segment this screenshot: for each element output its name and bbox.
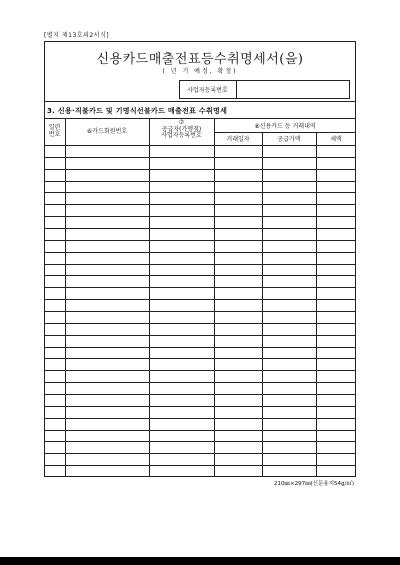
- column-header-tax: 세액: [330, 136, 342, 143]
- table-row-line: [44, 264, 356, 265]
- table-row-line: [44, 465, 356, 466]
- column-line-2: [149, 119, 150, 477]
- table-row-line: [44, 335, 356, 336]
- column-header-card-number: ⑥카드회원번호: [86, 128, 128, 135]
- bottom-edge: [0, 557, 400, 565]
- table-row-line: [44, 240, 356, 241]
- section-divider: [44, 118, 356, 119]
- table-row-line: [44, 347, 356, 348]
- table-row-line: [44, 181, 356, 182]
- header-divider: [44, 101, 356, 102]
- column-header-amount: 공급가액: [277, 136, 301, 143]
- form-number: [별지 제13호의2서식]: [44, 32, 110, 39]
- table-row-line: [44, 157, 356, 158]
- column-line-1: [65, 119, 66, 477]
- table-row-line: [44, 287, 356, 288]
- table-row-line: [44, 204, 356, 205]
- table-row-line: [44, 323, 356, 324]
- table-row-line: [44, 406, 356, 407]
- column-header-serial: 일련 번호: [48, 124, 61, 138]
- table-header-bottom: [44, 145, 356, 146]
- table-row-line: [44, 228, 356, 229]
- paper-size-footer: 210㎜×297㎜(신문용지54g/㎡): [274, 481, 354, 487]
- table-row-line: [44, 441, 356, 442]
- form-title: 신용카드매출전표등수취명세서(을): [96, 52, 304, 67]
- form-subtitle: ( 년 기 예정, 확정): [162, 68, 238, 75]
- column-header-date: 거래일자: [226, 136, 250, 143]
- table-row-line: [44, 169, 356, 170]
- table-row-line: [44, 192, 356, 193]
- table-row-line: [44, 299, 356, 300]
- table-row-line: [44, 418, 356, 419]
- table-row-line: [44, 275, 356, 276]
- table-row-line: [44, 252, 356, 253]
- column-line-5: [316, 132, 317, 477]
- table-row-line: [44, 311, 356, 312]
- section-title: 3. 신용·직불카드 및 기명식선불카드 매출전표 수취명세: [47, 107, 228, 115]
- business-number-divider: [236, 80, 237, 99]
- table-row-line: [44, 358, 356, 359]
- table-row-line: [44, 453, 356, 454]
- column-header-transaction-group: ⑧신용카드 등 거래내역: [254, 123, 316, 130]
- column-header-supplier: ⑦ 공급자(가맹점) 사업자등록번호: [161, 119, 202, 139]
- table-row-line: [44, 370, 356, 371]
- column-line-4: [262, 132, 263, 477]
- table-row-line: [44, 216, 356, 217]
- table-row-line: [44, 430, 356, 431]
- table-row-line: [44, 394, 356, 395]
- column-line-3: [214, 119, 215, 477]
- table-row-line: [44, 382, 356, 383]
- business-number-label: 사업자등록번호: [187, 87, 228, 94]
- group-header-divider: [214, 132, 356, 133]
